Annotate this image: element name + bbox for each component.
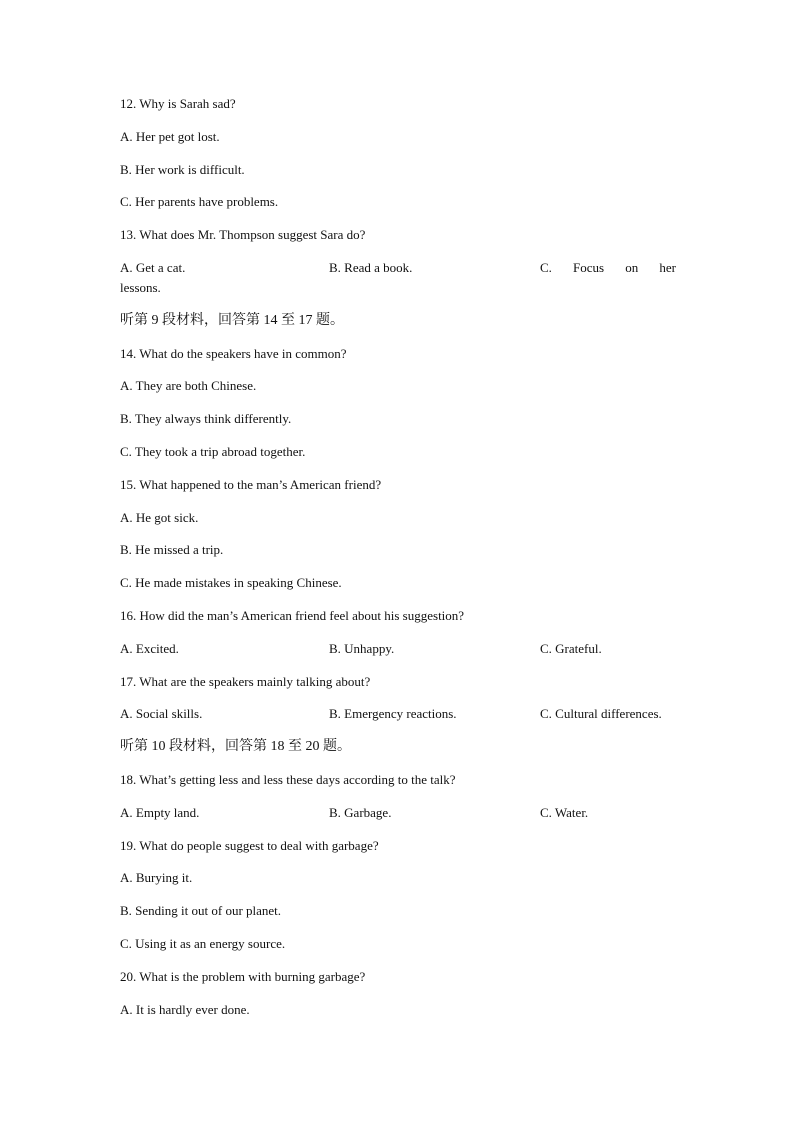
option-19-b: B. Sending it out of our planet. [120,903,282,919]
question-17: 17. What are the speakers mainly talking about? [120,673,371,689]
option-18-b: B. Garbage. [329,804,392,820]
option-14-b: B. They always think differently. [120,411,292,427]
question-15: 15. What happened to the man’s American friend? [120,476,382,492]
option-15-b: B. He missed a trip. [120,542,224,558]
option-19-a: A. Burying it. [120,870,193,886]
option-12-c: C. Her parents have problems. [120,194,279,210]
question-20: 20. What is the problem with burning garbage? [120,968,366,984]
option-13-c: C. Focus on her [540,259,676,275]
option-16-a: A. Excited. [120,640,179,656]
question-18: 18. What’s getting less and less these days according to the talk? [120,771,456,787]
option-17-c: C. Cultural differences. [540,706,662,722]
exam-page [120,94,676,1032]
option-18-c: C. Water. [540,804,589,820]
options-13-row [120,258,676,278]
option-16-b: B. Unhappy. [329,640,395,656]
option-12-b: B. Her work is difficult. [120,161,245,177]
option-13-c-continuation: lessons. [120,279,161,295]
option-15-a: A. He got sick. [120,509,199,525]
option-12-a: A. Her pet got lost. [120,128,220,144]
question-19: 19. What do people suggest to deal with garbage? [120,837,379,853]
option-14-a: A. They are both Chinese. [120,378,257,394]
option-19-c: C. Using it as an energy source. [120,935,286,951]
question-16: 16. How did the man’s American friend feel about his suggestion? [120,607,465,623]
option-13-a: A. Get a cat. [120,259,186,275]
section-10-heading: 听第 10 段材料，回答第 18 至 20 题。 [120,739,351,755]
option-17-a: A. Social skills. [120,706,203,722]
question-12: 12. Why is Sarah sad? [120,96,236,111]
options-16-row [120,639,676,659]
option-15-c: C. He made mistakes in speaking Chinese. [120,575,342,591]
option-14-c: C. They took a trip abroad together. [120,443,306,459]
option-16-c: C. Grateful. [540,640,602,656]
question-14: 14. What do the speakers have in common? [120,345,347,361]
option-18-a: A. Empty land. [120,804,200,820]
options-17-row [120,704,676,724]
question-13: 13. What does Mr. Thompson suggest Sara do? [120,227,366,243]
option-20-a: A. It is hardly ever done. [120,1001,250,1017]
options-18-row [120,803,676,823]
option-17-b: B. Emergency reactions. [329,706,457,722]
option-13-b: B. Read a book. [329,259,413,275]
section-9-heading: 听第 9 段材料，回答第 14 至 17 题。 [120,312,344,328]
